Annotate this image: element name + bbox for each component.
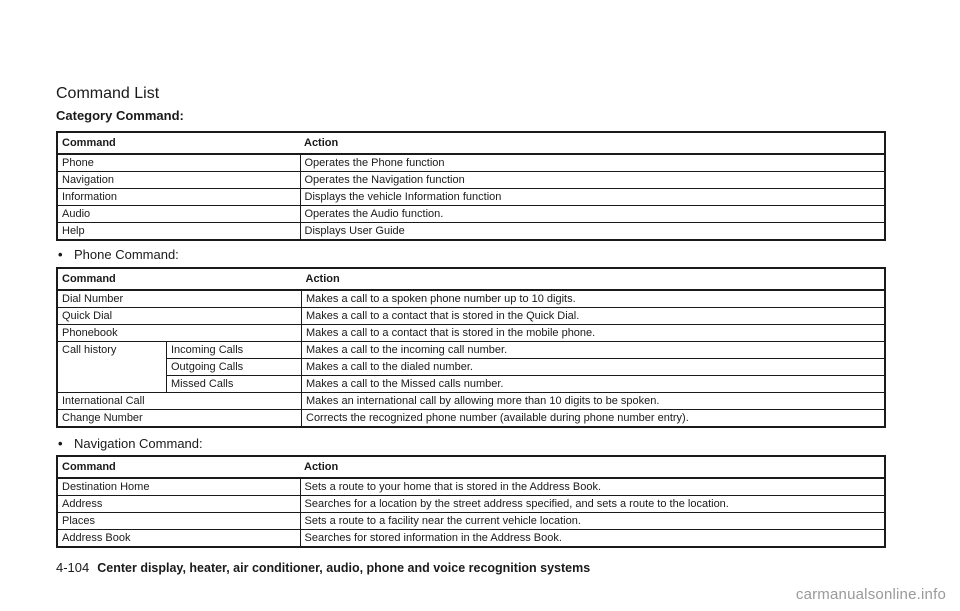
command-cell: Dial Number (57, 290, 302, 308)
action-cell: Sets a route to a facility near the current vehicle location. (300, 513, 885, 530)
table-row (57, 496, 885, 513)
command-cell: Places (57, 513, 300, 530)
navigation-command-label: Navigation Command: (74, 436, 203, 451)
table-row (57, 478, 885, 496)
action-cell: Operates the Navigation function (300, 172, 885, 189)
table-row (57, 206, 885, 223)
column-header-action: Action (304, 461, 339, 473)
table-row (57, 172, 885, 189)
action-cell: Makes a call to the dialed number. (302, 359, 886, 376)
command-cell: Information (57, 189, 300, 206)
command-cell: Quick Dial (57, 308, 302, 325)
table-row (57, 513, 885, 530)
action-cell: Makes a call to the Missed calls number. (302, 376, 886, 393)
category-command-table (56, 131, 886, 241)
table-row (57, 154, 885, 172)
column-header-command: Command (62, 461, 116, 473)
action-cell: Searches for a location by the street address specified, and sets a route to the location. (300, 496, 885, 513)
table-row (57, 325, 885, 342)
section-title: Center display, heater, air conditioner, audio, phone and voice recognition systems (97, 561, 591, 575)
command-cell: Call history (57, 342, 167, 393)
phone-command-label: Phone Command: (74, 247, 179, 262)
command-cell: Destination Home (57, 478, 300, 496)
command-cell: Phone (57, 154, 300, 172)
table-row (57, 530, 885, 548)
table-row (57, 410, 885, 428)
action-cell: Displays the vehicle Information function (300, 189, 885, 206)
category-command-heading: Category Command: (56, 108, 184, 123)
bullet-icon: • (58, 436, 63, 451)
page-footer (56, 560, 590, 575)
action-cell: Makes a call to a contact that is stored in the Quick Dial. (302, 308, 886, 325)
table-row (57, 189, 885, 206)
table-row (57, 376, 885, 393)
page-number: 4-104 (56, 560, 90, 575)
table-row (57, 308, 885, 325)
subcommand-cell: Missed Calls (167, 376, 302, 393)
command-cell: Phonebook (57, 325, 302, 342)
action-cell: Sets a route to your home that is stored in the Address Book. (300, 478, 885, 496)
column-header-command: Command (62, 273, 116, 285)
column-header-action: Action (304, 137, 339, 149)
table-row (57, 393, 885, 410)
action-cell: Operates the Phone function (300, 154, 885, 172)
subcommand-cell: Incoming Calls (167, 342, 302, 359)
bullet-icon: • (58, 247, 63, 262)
phone-command-table (56, 267, 886, 428)
navigation-command-heading (58, 436, 203, 451)
table-row (57, 359, 885, 376)
action-cell: Makes a call to a contact that is stored in the mobile phone. (302, 325, 886, 342)
column-header-command: Command (62, 137, 116, 149)
table-row (57, 223, 885, 241)
navigation-command-table (56, 455, 886, 548)
action-cell: Corrects the recognized phone number (available during phone number entry). (302, 410, 886, 428)
command-cell: Address Book (57, 530, 300, 548)
action-cell: Makes a call to the incoming call number. (302, 342, 886, 359)
table-row (57, 290, 885, 308)
action-cell: Operates the Audio function. (300, 206, 885, 223)
page-title: Command List (56, 85, 160, 102)
action-cell: Displays User Guide (300, 223, 885, 241)
subcommand-cell: Outgoing Calls (167, 359, 302, 376)
action-cell: Makes a call to a spoken phone number up to 10 digits. (302, 290, 886, 308)
command-cell: Change Number (57, 410, 302, 428)
command-cell: Address (57, 496, 300, 513)
table-row (57, 342, 885, 359)
command-cell: International Call (57, 393, 302, 410)
column-header-action: Action (305, 273, 340, 285)
command-cell: Help (57, 223, 300, 241)
phone-command-heading (58, 247, 179, 262)
action-cell: Searches for stored information in the Address Book. (300, 530, 885, 548)
command-cell: Navigation (57, 172, 300, 189)
watermark: carmanualsonline.info (795, 586, 946, 603)
action-cell: Makes an international call by allowing more than 10 digits to be spoken. (302, 393, 886, 410)
command-cell: Audio (57, 206, 300, 223)
